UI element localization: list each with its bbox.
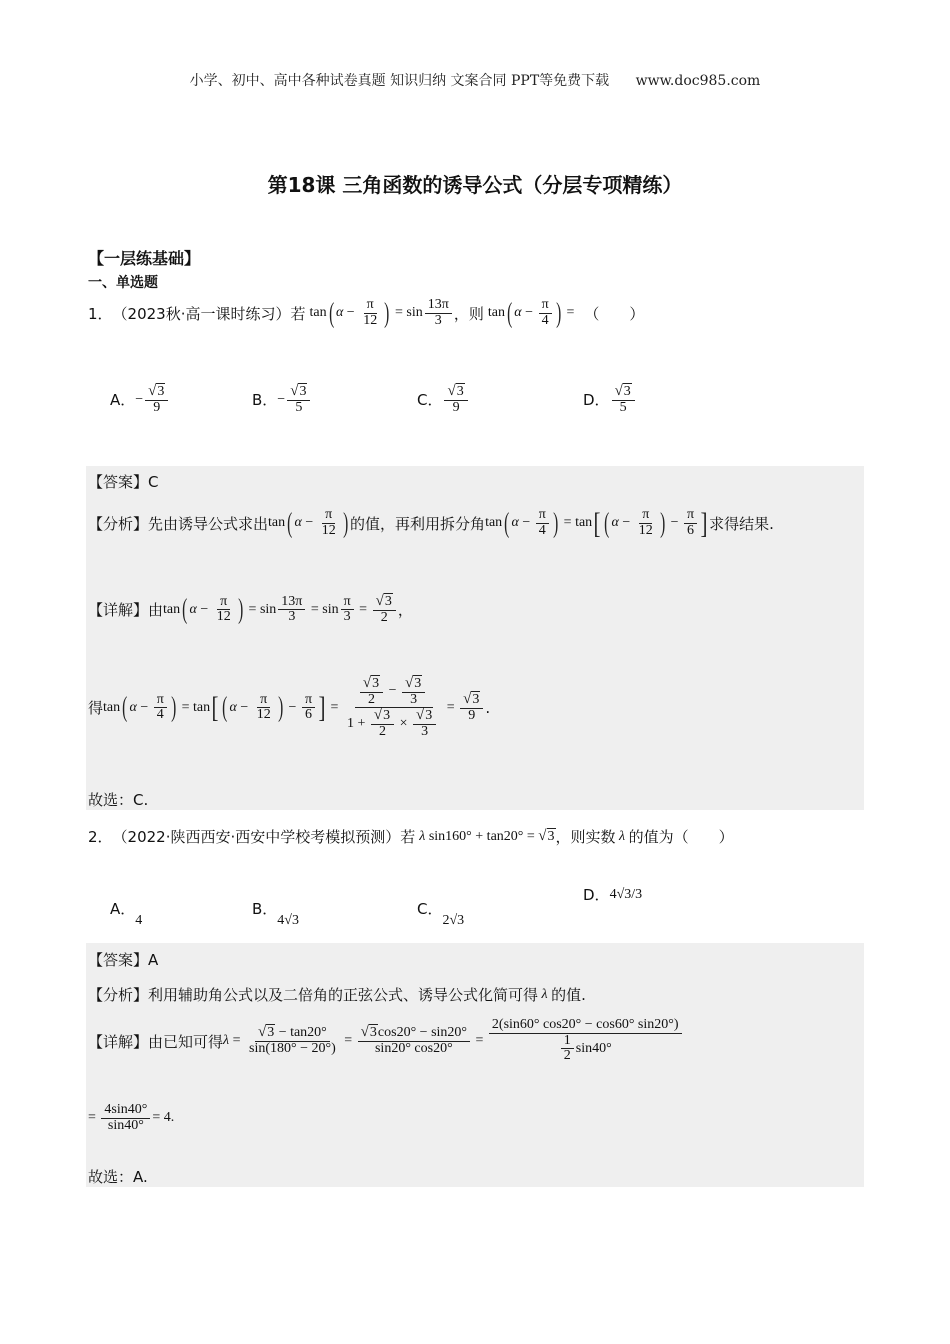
q1-option-c-den: 9: [452, 399, 460, 415]
q1-option-d[interactable]: [583, 384, 637, 415]
q1-condition-formula: tan ( α − π 12 ) = sin 13π 3: [310, 298, 454, 328]
q1-option-b-sign: −: [277, 391, 286, 407]
q2-option-d-value: 4√3/3: [609, 886, 643, 902]
subsection-label: 一、单选题: [88, 275, 158, 291]
q1-option-a-sign: −: [135, 391, 144, 407]
q1-detail-formula-1: tan ( α − π 12 ) = sin 13π 3 = sin π 3 = √3 2: [163, 594, 398, 625]
q2-option-a-label: A．: [110, 900, 136, 918]
q2-option-d-label: D．: [583, 886, 610, 904]
q1-analysis: [88, 508, 774, 538]
q1-target-formula: tan ( α − π 4 ) =: [487, 297, 575, 329]
q1-option-b-label: B．: [252, 391, 278, 410]
q2-analysis-text: 【分析】利用辅助角公式以及二倍角的正弦公式、诱导公式化简可得: [88, 986, 539, 1004]
header-url[interactable]: www.doc985.com: [635, 73, 761, 89]
q1-option-d-radicand: 3: [623, 384, 631, 399]
q1-then: ，则: [453, 304, 484, 323]
q2-solution-box: [86, 943, 864, 1187]
q1-answer: 【答案】C: [88, 473, 159, 491]
q2-lambda: λ: [615, 828, 629, 844]
q1-option-b[interactable]: [252, 384, 312, 415]
q1-option-d-value: √3 5: [610, 384, 637, 415]
question-1: [88, 298, 644, 328]
q2-option-a-value: 4: [135, 912, 143, 928]
q1-option-b-den: 5: [295, 399, 303, 415]
q1-option-c-label: C．: [417, 391, 443, 410]
q2-analysis-end: 的值.: [551, 986, 586, 1004]
q1-analysis-formula-2: tan ( α − π 4 ) = tan [ ( α − π 12 ) − π 6 ]: [485, 506, 708, 540]
q2-detail-2: [88, 1103, 174, 1133]
q1-analysis-suffix: 求得结果.: [709, 514, 774, 533]
q1-option-c-value: √3 9: [442, 384, 469, 415]
q2-suffix2: 的值为（ ）: [628, 828, 734, 846]
q1-analysis-mid: 的值，再利用拆分角: [350, 514, 486, 533]
q2-suffix: ，则实数: [555, 828, 616, 846]
q1-detail-de: 得: [88, 699, 104, 718]
q1-blank: （ ）: [584, 304, 645, 323]
q1-detail-formula-2: tan ( α − π 4 ) = tan [ ( α − π 12 ) − π 6 ] = √3 2 − √3 3 1 + √3 2 × √3 3 = √3 9: [103, 676, 485, 740]
q2-detail-1: [88, 1018, 684, 1064]
q1-detail-prefix: 【详解】由: [88, 601, 164, 620]
q1-option-a[interactable]: [110, 384, 170, 415]
q1-analysis-formula-1: tan ( α − π 12 ): [268, 507, 348, 539]
page-title: 第18课 三角函数的诱导公式（分层专项精练）: [267, 173, 683, 197]
q1-number: 1．: [88, 304, 113, 323]
q2-option-c-label: C．: [417, 900, 443, 918]
q1-detail-period: .: [485, 698, 491, 717]
q2-option-c[interactable]: [417, 898, 465, 928]
q2-option-b-label: B．: [252, 900, 278, 918]
q2-detail-prefix: 【详解】由已知可得: [88, 1032, 224, 1051]
q1-analysis-prefix: 【分析】先由诱导公式求出: [88, 514, 269, 533]
header-text: 小学、初中、高中各种试卷真题 知识归纳 文案合同 PPT等免费下载: [189, 73, 610, 89]
q2-analysis: [88, 984, 586, 1005]
q1-option-c[interactable]: [417, 384, 470, 415]
q1-detail-2: [88, 676, 490, 740]
q2-answer: 【答案】A: [88, 951, 159, 969]
q1-option-a-den: 9: [153, 399, 161, 415]
q1-option-a-value: − $\frac{√3}{9}$: [135, 384, 170, 415]
q2-detail-result: = 4.: [152, 1110, 175, 1126]
q1-choice: 故选：C.: [88, 791, 149, 809]
q2-condition-formula: λ sin160° + tan20° = √3: [419, 828, 555, 844]
q2-detail-formula-2: = 4sin40° sin40°: [88, 1103, 152, 1133]
q2-option-b-value: 4√3: [277, 912, 299, 928]
q1-source: （2023秋·高一课时练习）若: [112, 304, 306, 323]
q1-detail-comma: ，: [397, 601, 413, 620]
q1-option-c-radicand: 3: [456, 384, 464, 399]
q1-option-b-radicand: 3: [299, 384, 307, 399]
page-header: [0, 70, 950, 90]
q2-number: 2．: [88, 828, 113, 846]
q2-choice: 故选：A.: [88, 1168, 148, 1186]
q1-option-a-radicand: 3: [157, 384, 165, 399]
question-2: [88, 826, 734, 847]
q2-option-c-value: 2√3: [442, 912, 465, 928]
q2-option-d[interactable]: [583, 884, 642, 905]
q2-analysis-lambda: λ: [538, 986, 552, 1002]
q1-option-a-label: A．: [110, 391, 136, 410]
q1-option-b-value: − $\frac{√3}{5}$: [277, 384, 312, 415]
q1-option-d-label: D．: [583, 391, 610, 410]
q2-source: （2022·陕西西安·西安中学校考模拟预测）若: [112, 828, 416, 846]
section-label: 【一层练基础】: [88, 249, 201, 268]
q1-option-d-den: 5: [619, 399, 627, 415]
q2-option-a[interactable]: [110, 898, 143, 928]
q1-detail-1: [88, 594, 413, 625]
q2-detail-formula-1: λ = √3 − tan20° sin(180° − 20°) = √3cos20° − sin20° sin20° cos20° = 2(sin60° cos20° − cos60° sin20°) 1 2 sin40°: [223, 1018, 684, 1064]
q2-option-b[interactable]: [252, 898, 299, 928]
